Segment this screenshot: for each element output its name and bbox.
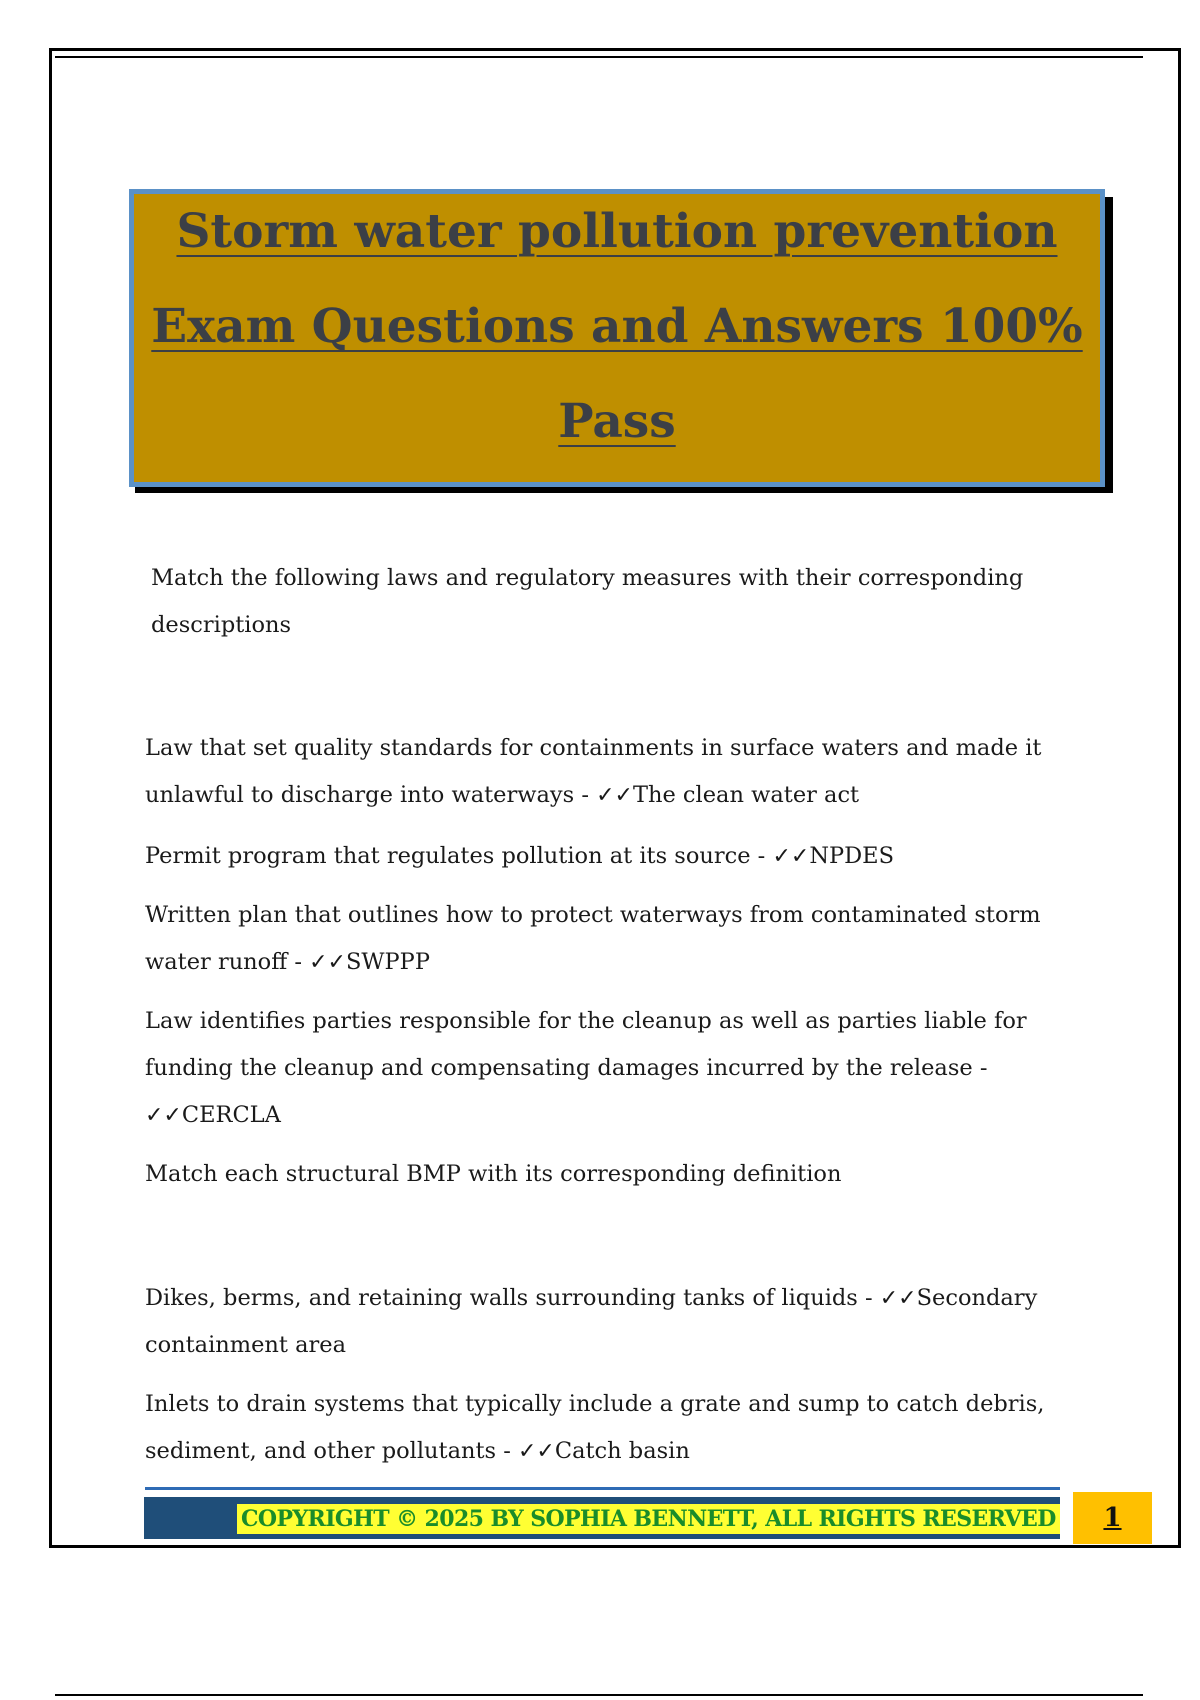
answer-text: Catch basin xyxy=(554,1438,690,1464)
checkmark-icon: ✓✓ xyxy=(145,1103,182,1128)
question-text: Law identifies parties responsible for the cleanup as well as parties liable for funding the cleanup and compensating damages incurred by the release - xyxy=(145,1008,1027,1081)
footer-rule xyxy=(145,1487,1060,1490)
question-text: Law that set quality standards for containments in surface waters and made it unlawful to discharge into waterways - xyxy=(145,735,1042,808)
checkmark-icon: ✓✓ xyxy=(879,1286,917,1311)
copyright-notice: COPYRIGHT © 2025 BY SOPHIA BENNETT, ALL RIGHTS RESERVED xyxy=(237,1504,1060,1534)
title-line-2: Exam Questions and Answers 100% xyxy=(151,299,1083,354)
document-body xyxy=(145,555,1105,1475)
checkmark-icon: ✓✓ xyxy=(772,844,810,869)
top-rule xyxy=(55,56,1143,58)
title-box xyxy=(129,189,1105,487)
checkmark-icon: ✓✓ xyxy=(518,1439,555,1464)
answer-text: The clean water act xyxy=(632,782,860,808)
page-number: 1 xyxy=(1103,1503,1122,1533)
title-line-3: Pass xyxy=(558,394,676,449)
answer-text: Secondary containment area xyxy=(145,1285,1038,1358)
answer-text: NPDES xyxy=(809,843,895,869)
question-text: Dikes, berms, and retaining walls surrounding tanks of liquids - xyxy=(145,1285,873,1311)
answer-text: SWPPP xyxy=(346,949,430,975)
checkmark-icon: ✓✓ xyxy=(309,950,346,975)
question-text: Written plan that outlines how to protect waterways from contaminated storm water runoff - xyxy=(145,902,1041,975)
page-number-badge xyxy=(1073,1492,1152,1544)
title-line-1: Storm water pollution prevention xyxy=(176,204,1058,259)
checkmark-icon: ✓✓ xyxy=(596,783,633,808)
qa-item-swppp xyxy=(145,892,1105,986)
question-text: Permit program that regulates pollution at its source - xyxy=(145,843,766,869)
bottom-rule xyxy=(55,1694,1143,1696)
qa-item-catch-basin xyxy=(145,1381,1105,1475)
qa-item-cercla xyxy=(145,998,1105,1139)
qa-item-npdes xyxy=(145,833,1105,880)
question-text: Inlets to drain systems that typically include a grate and sump to catch debris, sediment, and other pollutants - xyxy=(145,1391,1045,1464)
answer-text: CERCLA xyxy=(181,1102,281,1128)
section-intro-laws: Match the following laws and regulatory measures with their corresponding descriptions xyxy=(151,565,1024,638)
qa-item-secondary-containment xyxy=(145,1275,1105,1369)
qa-item-clean-water-act xyxy=(145,725,1105,819)
section-intro-bmp: Match each structural BMP with its corresponding definition xyxy=(145,1161,842,1187)
